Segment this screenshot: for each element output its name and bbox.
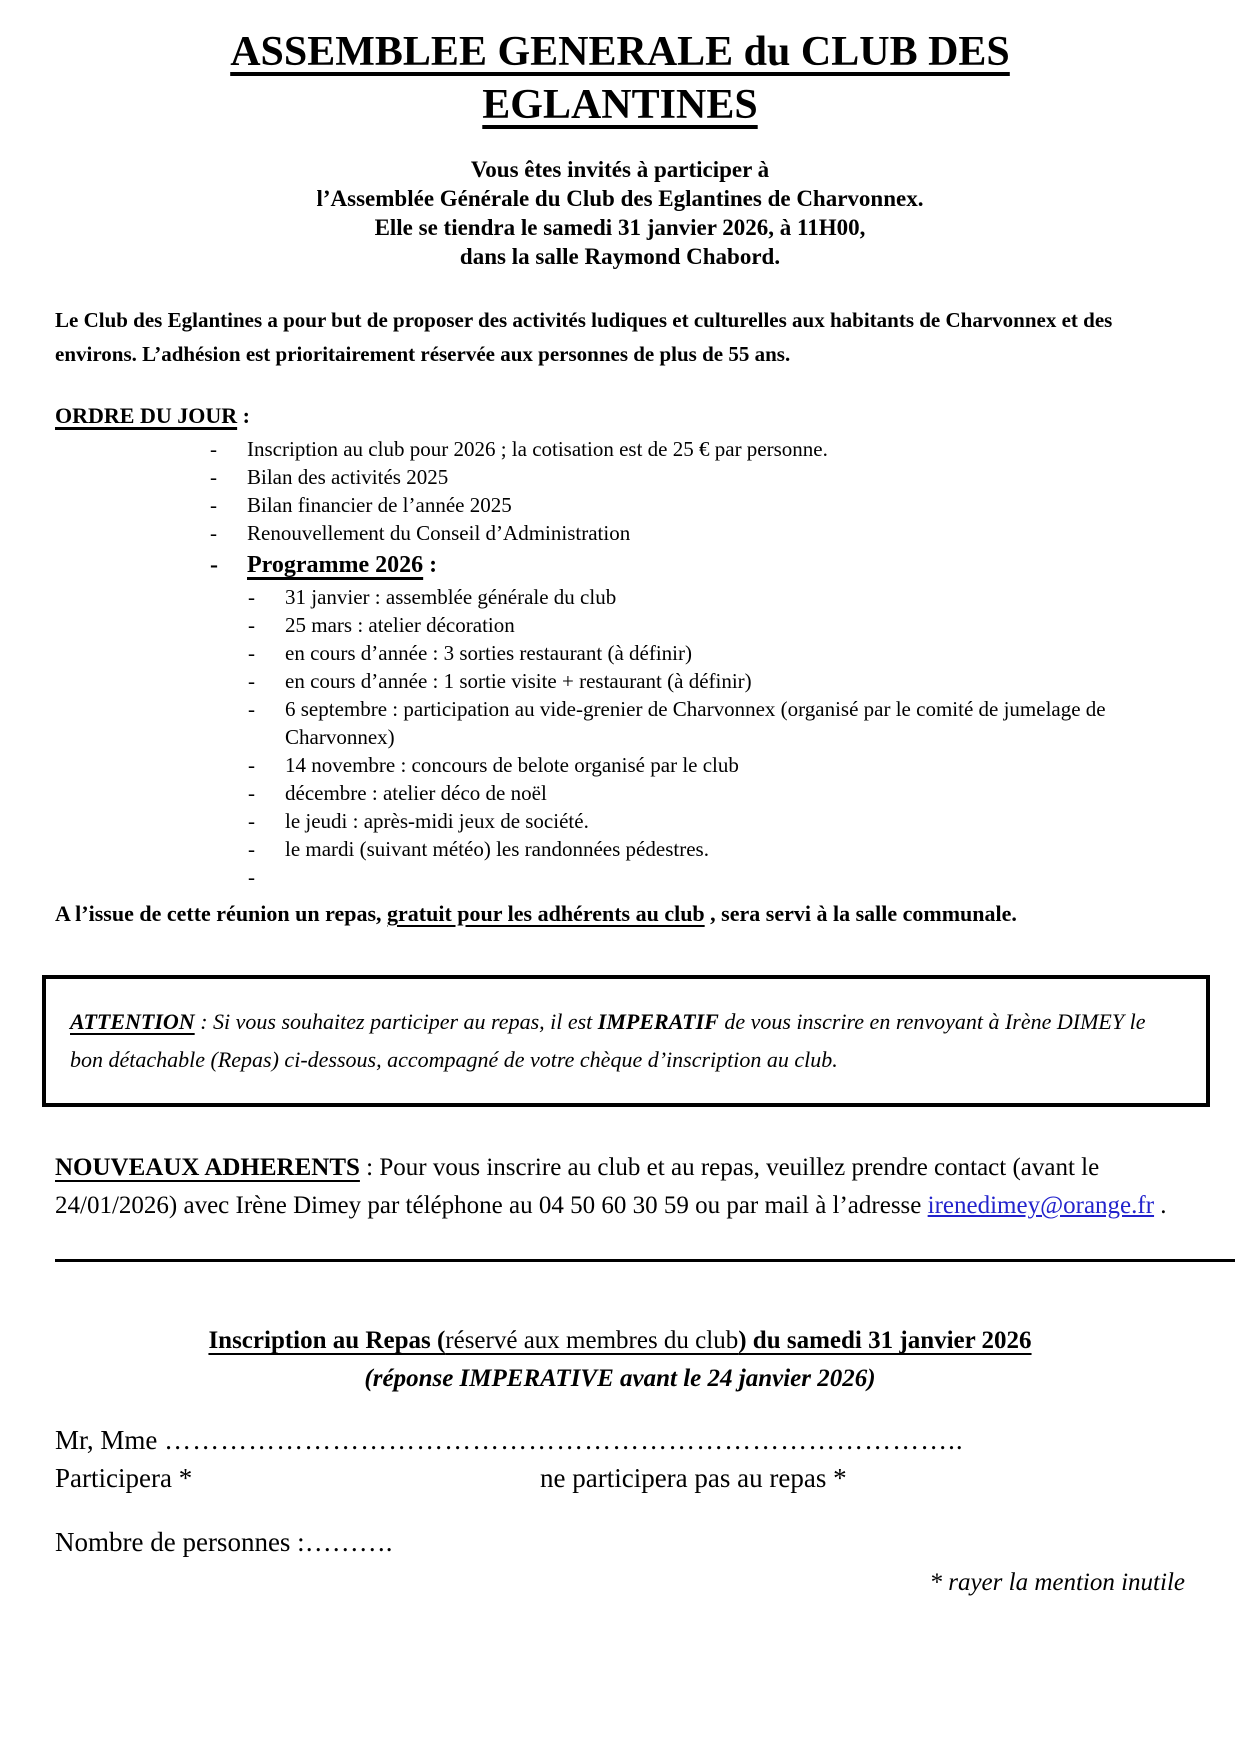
attention-text-2: de vous inscrire en renvoyant à Irène DIMEY le bon détachable (Repas) ci-dessous, accompagné de votre chèque d’inscription au club.	[70, 1009, 1146, 1072]
list-dash: -	[248, 809, 255, 833]
agenda-item	[55, 491, 1185, 519]
programme-item-text: 14 novembre : concours de belote organisé par le club	[285, 753, 739, 777]
programme-item-empty	[55, 863, 1185, 891]
intro-line: Elle se tiendra le samedi 31 janvier 2026, à 11H00,	[374, 215, 866, 240]
programme-item-text: 31 janvier : assemblée générale du club	[285, 585, 617, 609]
agenda-item	[55, 463, 1185, 491]
attention-text-1: Si vous souhaitez participer au repas, il est	[213, 1009, 598, 1034]
programme-item	[55, 583, 1185, 611]
programme-heading	[55, 547, 1185, 583]
agenda-heading-label: ORDRE DU JOUR	[55, 403, 238, 428]
list-dash: -	[248, 669, 255, 693]
programme-item-text: 6 septembre : participation au vide-grenier de Charvonnex (organisé par le comité de jumelage de Charvonnex)	[285, 697, 1106, 749]
footnote: * rayer la mention inutile	[929, 1569, 1185, 1596]
programme-item	[55, 807, 1185, 835]
list-dash: -	[210, 521, 217, 545]
programme-item-text: le mardi (suivant météo) les randonnées pédestres.	[285, 837, 709, 861]
list-dash: -	[248, 753, 255, 777]
programme-item-text: en cours d’année : 1 sortie visite + restaurant (à définir)	[285, 669, 752, 693]
list-dash: -	[248, 865, 255, 889]
new-members-after-link: .	[1154, 1192, 1167, 1219]
programme-heading-text	[247, 547, 1185, 583]
agenda-item-text: Renouvellement du Conseil d’Administration	[247, 521, 631, 545]
programme-item	[55, 779, 1185, 807]
cut-line-divider	[55, 1259, 1235, 1262]
meal-registration-heading	[55, 1324, 1185, 1357]
programme-item	[55, 835, 1185, 863]
new-members-paragraph	[55, 1149, 1185, 1225]
list-dash: -	[248, 641, 255, 665]
not-participate-option: ne participera pas au repas *	[540, 1463, 847, 1493]
intro-block	[55, 155, 1185, 271]
agenda-item-text: Inscription au club pour 2026 ; la cotisation est de 25 € par personne.	[247, 437, 828, 461]
programme-item	[55, 695, 1185, 751]
person-count-line	[55, 1523, 1185, 1561]
name-dotted-line: …………………………………………………………………………..	[164, 1425, 964, 1455]
programme-item	[55, 611, 1185, 639]
attention-label: ATTENTION	[70, 1009, 195, 1034]
list-dash: -	[248, 613, 255, 637]
new-members-label: NOUVEAUX ADHERENTS	[55, 1154, 360, 1181]
agenda-list	[55, 435, 1185, 891]
document-title: ASSEMBLEE GENERALE du CLUB DES EGLANTINES	[230, 29, 1010, 128]
new-members-sep: :	[359, 1154, 380, 1181]
list-dash: -	[248, 697, 255, 721]
programme-item-text	[285, 863, 1185, 891]
person-count-label: Nombre de personnes :	[55, 1527, 305, 1557]
programme-item	[55, 751, 1185, 779]
programme-item-text: décembre : atelier déco de noël	[285, 781, 547, 805]
heading-regular: réservé aux membres du club	[445, 1327, 739, 1354]
agenda-item-text: Bilan financier de l’année 2025	[247, 493, 512, 517]
agenda-item-text: Bilan des activités 2025	[247, 465, 449, 489]
meal-registration-subheading: (réponse IMPERATIVE avant le 24 janvier 2026)	[364, 1365, 876, 1392]
meal-notice-pre: A l’issue de cette réunion un repas,	[55, 901, 388, 926]
programme-label: Programme 2026	[247, 552, 424, 578]
programme-item-text: 25 mars : atelier décoration	[285, 613, 515, 637]
agenda-heading	[55, 403, 1185, 429]
list-dash: -	[248, 781, 255, 805]
attention-box	[42, 975, 1210, 1107]
meal-notice-underlined: gratuit pour les adhérents au club	[387, 901, 705, 926]
list-dash: -	[210, 552, 218, 578]
intro-line: dans la salle Raymond Chabord.	[459, 244, 781, 269]
programme-item	[55, 667, 1185, 695]
heading-bold-1: Inscription au Repas (	[208, 1327, 446, 1354]
attention-sep: :	[194, 1009, 214, 1034]
programme-item-text: en cours d’année : 3 sorties restaurant (à définir)	[285, 641, 692, 665]
agenda-item	[55, 435, 1185, 463]
meal-registration-heading-text	[208, 1327, 1031, 1354]
participation-line	[55, 1459, 1185, 1497]
intro-line: Vous êtes invités à participer à	[470, 157, 770, 182]
programme-item-text: le jeudi : après-midi jeux de société.	[285, 809, 589, 833]
meal-notice-post: , sera servi à la salle communale.	[704, 901, 1017, 926]
list-dash: -	[210, 465, 217, 489]
email-link[interactable]: irenedimey@orange.fr	[927, 1192, 1155, 1219]
programme-item	[55, 639, 1185, 667]
list-dash: -	[248, 585, 255, 609]
list-dash: -	[210, 437, 217, 461]
participate-option: Participera *	[55, 1463, 193, 1493]
civility-label: Mr, Mme	[55, 1425, 165, 1455]
meal-notice	[55, 899, 1185, 929]
agenda-item	[55, 519, 1185, 547]
purpose-paragraph: Le Club des Eglantines a pour but de proposer des activités ludiques et culturelles aux habitants de Charvonnex et des environs. L’adhésion est prioritairement réservée aux personnes de plus de 55 ans.	[55, 308, 1113, 366]
person-count-dotted-line: ……….	[304, 1527, 393, 1557]
attention-imperatif: IMPERATIF	[597, 1009, 719, 1034]
new-members-text: Pour vous inscrire au club et au repas, veuillez prendre contact (avant le 24/01/2026) avec Irène Dimey par téléphone au 04 50 60 30 59 ou par mail à l’adresse	[55, 1154, 1100, 1219]
agenda-heading-colon: :	[237, 403, 250, 428]
list-dash: -	[210, 493, 217, 517]
intro-line: l’Assemblée Générale du Club des Eglantines de Charvonnex.	[316, 186, 924, 211]
programme-colon: :	[423, 552, 438, 578]
heading-bold-2: ) du samedi 31 janvier 2026	[738, 1327, 1032, 1354]
list-dash: -	[248, 837, 255, 861]
name-line	[55, 1421, 1185, 1459]
